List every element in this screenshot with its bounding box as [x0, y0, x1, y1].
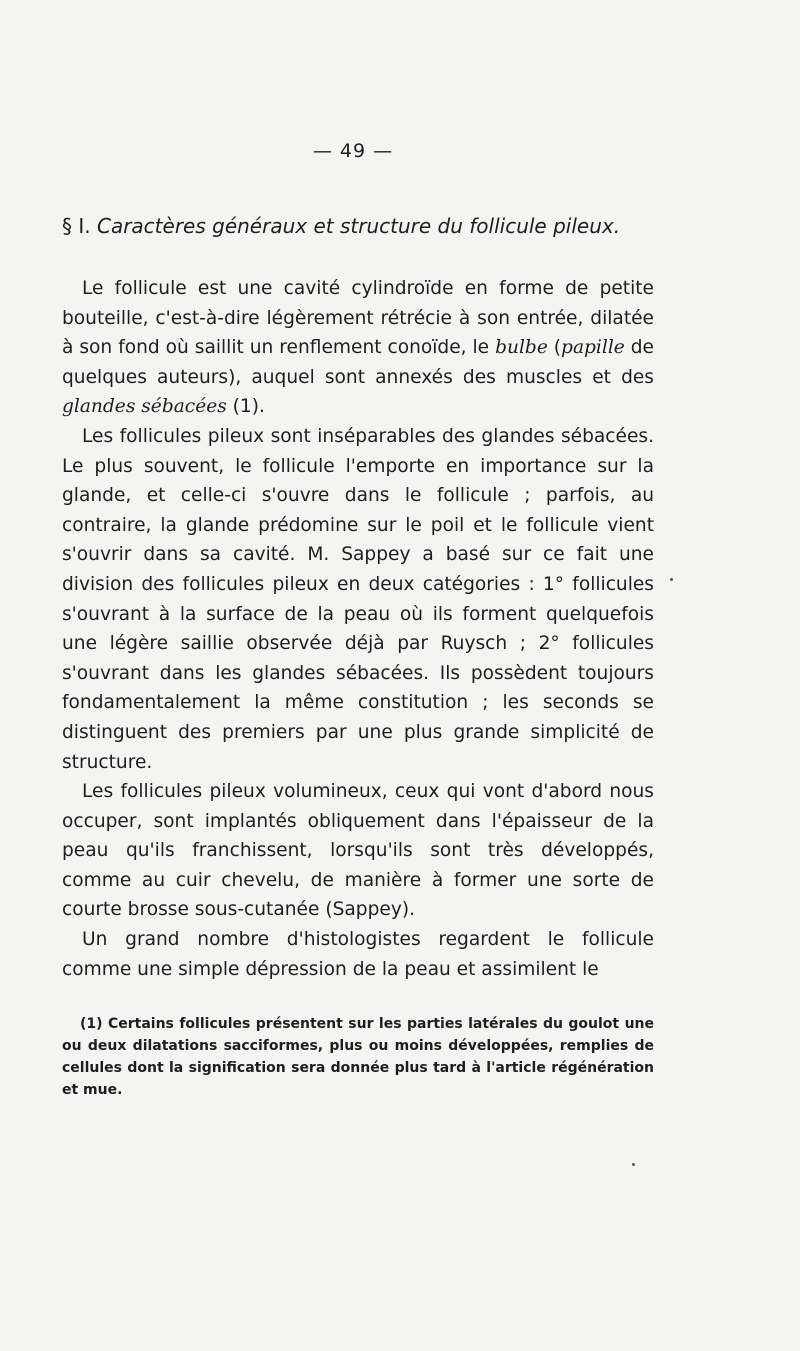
paragraph-2: Les follicules pileux sont inséparables des glandes sébacées. Le plus souvent, le follicule l'emporte en importance sur la glande, et celle-ci s'ouvre dans le follicule ; parfois, au contraire, la glande prédomine sur le poil et le follicule vient s'ouvrir dans sa cavité. M. Sappey a basé sur ce fait une division des follicules pileux en deux catégories : 1° follicules s'ouvrant à la surface de la peau où ils forment quelquefois une légère saillie observée déjà par Ruysch ; 2° follicules s'ouvrant dans les glandes sébacées. Ils possèdent toujours fondamentalement la même constitution ; les seconds se distinguent des premiers par une plus grande simplicité de structure.	[62, 425, 654, 773]
section-title-text: Caractères généraux et structure du follicule pileux.	[96, 214, 621, 238]
paragraph-1	[62, 274, 654, 422]
page-number: — 49 —	[312, 140, 394, 162]
body-text	[62, 274, 654, 984]
paragraph-1-text-a: Le follicule est une cavité cylindroïde en forme de petite bouteille, c'est-à-dire légèrement rétrécie à son entrée, dilatée à son fond où saillit un renflement conoïde, le	[62, 278, 654, 359]
section-sign: § I.	[62, 214, 91, 238]
term-bulbe: bulbe	[495, 337, 548, 359]
paragraph-4: Un grand nombre d'histologistes regardent le follicule comme une simple dépression de la peau et assimilent le	[62, 929, 654, 980]
term-papille: papille	[561, 337, 625, 359]
paragraph-1-text-c: de quelques auteurs), auquel sont annexés des muscles et des	[62, 337, 654, 388]
paragraph-1-text-b: (	[547, 337, 562, 359]
paragraph-3: Les follicules pileux volumineux, ceux qui vont d'abord nous occuper, sont implantés obliquement dans l'épaisseur de la peau qu'ils franchissent, lorsqu'ils sont très développés, comme au cuir chevelu, de manière à former une sorte de courte brosse sous-cutanée (Sappey).	[62, 781, 654, 921]
margin-speck	[670, 578, 673, 581]
footnote: (1) Certains follicules présentent sur les parties latérales du goulot une ou deux dilatations sacciformes, plus ou moins développées, remplies de cellules dont la signification sera donnée plus tard à l'article régénération et mue.	[62, 1016, 654, 1098]
margin-speck	[632, 1163, 635, 1166]
footnote-reference: (1).	[226, 396, 265, 418]
section-heading	[62, 214, 732, 238]
term-glandes-sebacees: glandes sébacées	[62, 396, 227, 418]
